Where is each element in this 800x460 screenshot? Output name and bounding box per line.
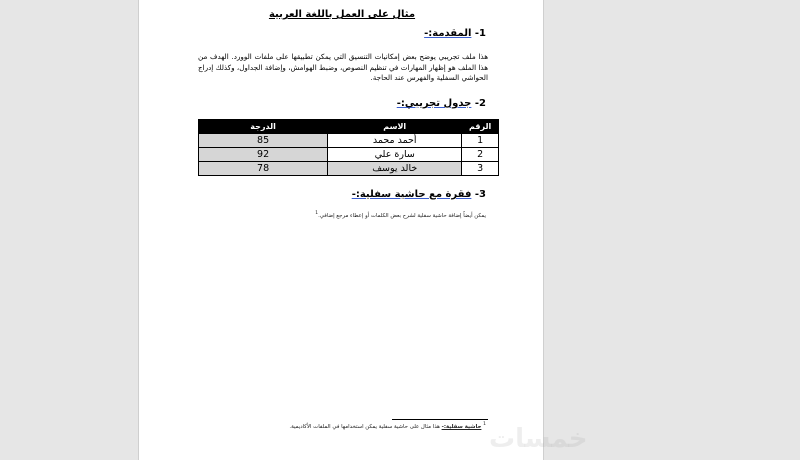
table-header-row xyxy=(199,120,499,134)
section-3-number: 3- xyxy=(474,189,486,200)
cell-name: سارة علي xyxy=(328,148,462,162)
section-3-heading xyxy=(352,189,486,200)
footnote-paragraph-text: يمكن أيضاً إضافة حاشية سفلية لشرح بعض الكلمات أو إعطاء مرجع إضافي. xyxy=(318,212,486,219)
cell-grade: 92 xyxy=(199,148,328,162)
section-3-title: فقرة مع حاشية سفلية:- xyxy=(351,189,472,200)
footnote-marker: 1 xyxy=(483,422,486,427)
footnote-paragraph xyxy=(315,211,486,219)
table-row xyxy=(199,148,499,162)
footnote-text: هذا مثال على حاشية سفلية يمكن استخدامها في الملفات الأكاديمية. xyxy=(289,423,440,430)
cell-name: خالد يوسف xyxy=(328,162,462,176)
section-1-number: 1- xyxy=(474,28,486,39)
document-page xyxy=(138,0,588,460)
cell-number: 2 xyxy=(462,148,499,162)
sample-table xyxy=(198,119,499,176)
footnote-reference[interactable]: 1 xyxy=(315,211,319,216)
intro-paragraph: هذا ملف تجريبي يوضح بعض إمكانيات التنسيق التي يمكن تطبيقها على ملفات الوورد. الهدف من هذا الملف هو إظهار المهارات في تنظيم النصوص، وضبط الهوامش، وإضافة الجداول، وكذلك إدراج الحواشي السفلية والفهرس عند الحاجة. xyxy=(198,52,488,82)
footnote xyxy=(289,422,486,430)
cell-number: 3 xyxy=(462,162,499,176)
cell-grade: 85 xyxy=(199,134,328,148)
footnote-label: حاشية سفلية:- xyxy=(441,423,482,430)
watermark-logo: خمسات xyxy=(489,424,588,454)
footnote-separator xyxy=(392,419,488,420)
cell-grade: 78 xyxy=(199,162,328,176)
section-1-title: المقدمة:- xyxy=(424,28,472,39)
table-row xyxy=(199,162,499,176)
section-2-title: جدول تجريبي:- xyxy=(396,98,472,109)
header-name: الاسم xyxy=(328,120,462,134)
header-number: الرقم xyxy=(462,120,499,134)
document-title: مثال على العمل باللغة العربية xyxy=(268,9,416,20)
section-2-heading xyxy=(397,98,486,109)
cell-number: 1 xyxy=(462,134,499,148)
section-2-number: 2- xyxy=(474,98,486,109)
section-1-heading xyxy=(424,28,486,39)
header-grade: الدرجة xyxy=(199,120,328,134)
table-row xyxy=(199,134,499,148)
cell-name: أحمد محمد xyxy=(328,134,462,148)
